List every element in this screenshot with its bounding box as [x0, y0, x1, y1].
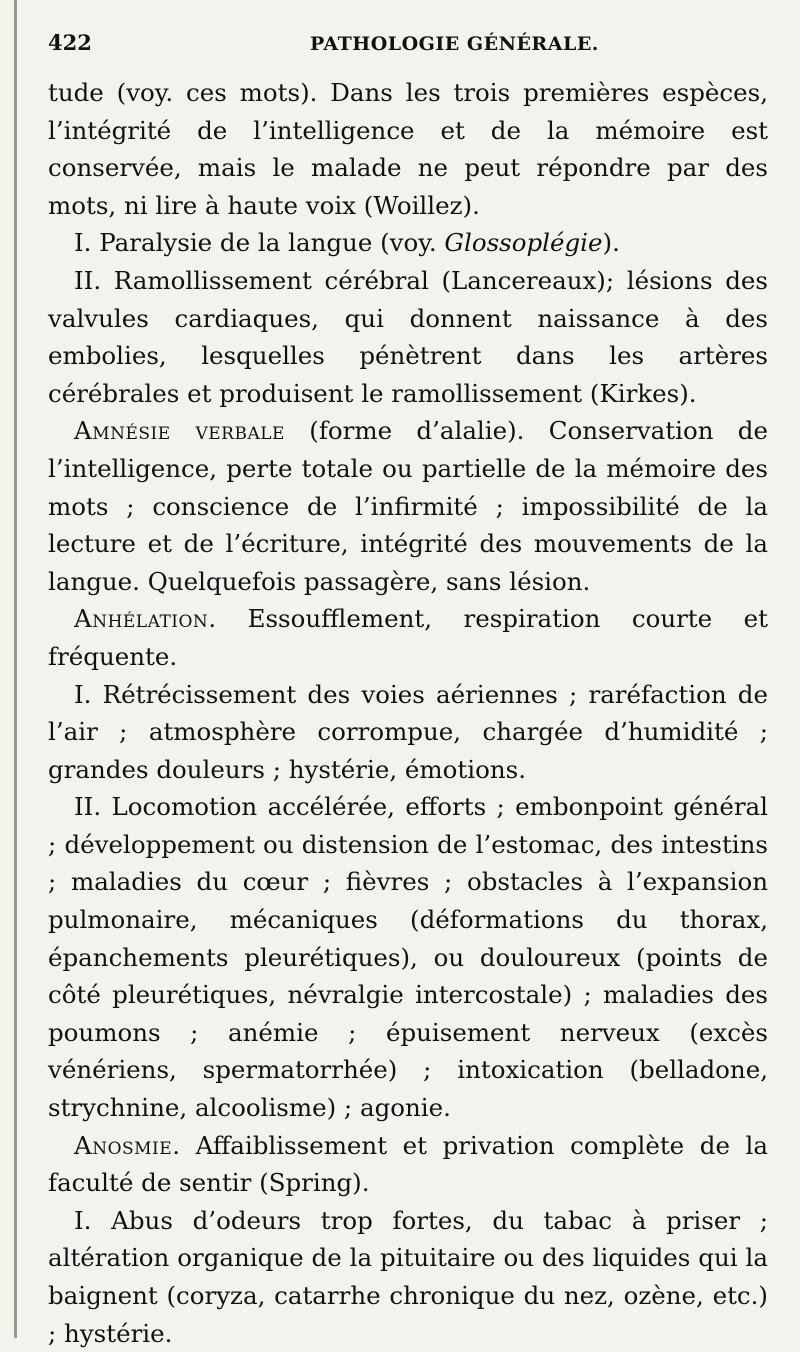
entry-term: Anosmie — [74, 1130, 173, 1160]
paragraph — [48, 224, 768, 262]
italic-term: Glossoplégie — [444, 228, 603, 258]
running-head: PATHOLOGIE GÉNÉRALE. — [310, 33, 599, 55]
entry-term: Amnésie verbale — [74, 416, 285, 446]
entry-term: Anhélation — [74, 604, 209, 634]
paragraph: I. Abus d’odeurs trop fortes, du tabac à priser ; altération organique de la pituitaire ou des liquides qui la baignent (coryza, catarrhe chronique du nez, ozène, etc.) ; hystérie. — [48, 1205, 768, 1348]
paragraph: tude (voy. ces mots). Dans les trois premières espèces, l’intégrité de l’intelligence et de la mémoire est conservée, mais le malade ne peut répondre par des mots, ni lire à haute voix (Woillez). — [48, 78, 768, 220]
paragraph-text: ). — [602, 228, 620, 258]
entry-paragraph — [48, 600, 768, 675]
page-edge — [14, 0, 17, 1338]
paragraph-text: I. Paralysie de la langue (voy. — [74, 228, 445, 258]
entry-definition: (forme d’alalie). Conservation de l’intelligence, perte totale ou partielle de la mémoire des mots ; conscience de l’infirmité ; impossibilité de la lecture et de l’écriture, intégrité des mouvements de la langue. Quelquefois passagère, sans lésion. — [48, 416, 768, 596]
entry-paragraph — [48, 412, 768, 600]
paragraph: I. Rétrécissement des voies aériennes ; raréfaction de l’air ; atmosphère corrompue, chargée d’humidité ; grandes douleurs ; hystérie, émotions. — [48, 679, 768, 784]
page-header — [48, 30, 768, 64]
entry-definition: . Affaiblissement et privation complète de la faculté de sentir (Spring). — [48, 1130, 768, 1198]
paragraph: II. Locomotion accélérée, efforts ; embonpoint général ; développement ou distension de l’estomac, des intestins ; maladies du cœur ; fièvres ; obstacles à l’expansion pulmonaire, mécaniques (déformations du thorax, épanchements pleurétiques), ou douloureux (points de côté pleurétiques, névralgie intercostale) ; maladies des poumons ; anémie ; épuisement nerveux (excès vénériens, spermatorrhée) ; intoxication (belladone, strychnine, alcoolisme) ; agonie. — [48, 792, 768, 1123]
entry-definition: . Essoufflement, respiration courte et fréquente. — [48, 604, 768, 671]
paragraph: II. Ramollissement cérébral (Lancereaux); lésions des valvules cardiaques, qui donnent naissance à des embolies, lesquelles pénètrent dans les artères cérébrales et produisent le ramollissement (Kirkes). — [48, 265, 768, 408]
body-text — [48, 74, 768, 1352]
page-number: 422 — [48, 30, 92, 55]
entry-paragraph — [48, 1127, 768, 1202]
